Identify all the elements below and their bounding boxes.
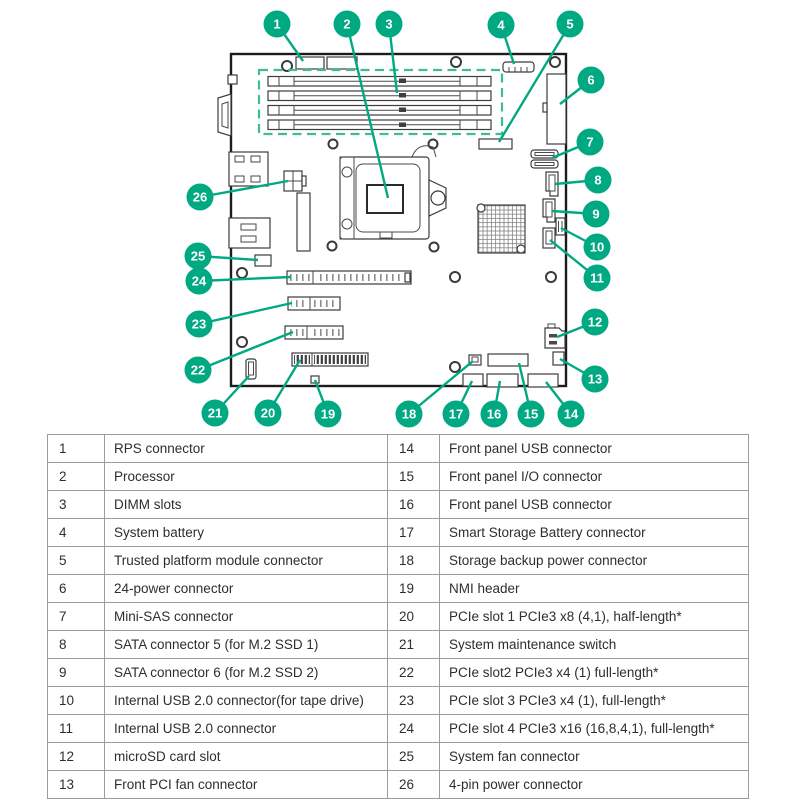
item-description: NMI header xyxy=(440,575,749,603)
item-description: RPS connector xyxy=(105,435,388,463)
table-row xyxy=(48,659,749,687)
callout-number: 3 xyxy=(385,16,393,32)
item-number: 24 xyxy=(388,715,440,743)
table-row xyxy=(48,687,749,715)
callout-number: 7 xyxy=(586,134,594,150)
callout-2 xyxy=(334,11,361,38)
item-description: Internal USB 2.0 connector(for tape drive) xyxy=(105,687,388,715)
callout-number: 13 xyxy=(587,371,603,387)
callout-6 xyxy=(578,67,605,94)
callout-number: 9 xyxy=(592,206,600,222)
table-row xyxy=(48,519,749,547)
front-panel-usb-connector-14 xyxy=(528,374,558,387)
callout-1 xyxy=(264,11,291,38)
callout-10 xyxy=(584,234,611,261)
smart-storage-battery-connector xyxy=(463,374,483,386)
callout-number: 16 xyxy=(486,406,502,422)
callout-number: 20 xyxy=(260,405,276,421)
item-description: Front panel I/O connector xyxy=(440,463,749,491)
callout-23 xyxy=(186,311,213,338)
callout-20 xyxy=(255,400,282,427)
table-row xyxy=(48,771,749,799)
callout-8 xyxy=(585,167,612,194)
item-number: 6 xyxy=(48,575,105,603)
callout-number: 14 xyxy=(563,406,579,422)
item-description: Internal USB 2.0 connector xyxy=(105,715,388,743)
item-description: 4-pin power connector xyxy=(440,771,749,799)
callout-number: 22 xyxy=(190,362,206,378)
callout-number: 4 xyxy=(497,17,505,33)
item-description: Storage backup power connector xyxy=(440,547,749,575)
front-pci-fan-connector xyxy=(553,352,564,365)
callout-number: 11 xyxy=(590,270,604,286)
rps-connector xyxy=(296,57,357,69)
callout-19 xyxy=(315,401,342,428)
table-row xyxy=(48,715,749,743)
item-number: 19 xyxy=(388,575,440,603)
callout-26 xyxy=(187,184,214,211)
item-description: Front PCI fan connector xyxy=(105,771,388,799)
item-number: 4 xyxy=(48,519,105,547)
callout-number: 6 xyxy=(587,72,595,88)
item-description: Smart Storage Battery connector xyxy=(440,519,749,547)
callout-11 xyxy=(584,265,611,292)
callout-17 xyxy=(443,401,470,428)
usb-ports xyxy=(229,218,270,248)
callout-number: 12 xyxy=(587,314,603,330)
callout-4 xyxy=(488,12,515,39)
callout-13 xyxy=(582,366,609,393)
item-description: 24-power connector xyxy=(105,575,388,603)
item-description: PCIe slot 4 PCIe3 x16 (16,8,4,1), full-length* xyxy=(440,715,749,743)
item-number: 14 xyxy=(388,435,440,463)
item-number: 26 xyxy=(388,771,440,799)
item-number: 17 xyxy=(388,519,440,547)
callout-16 xyxy=(481,401,508,428)
item-description: System battery xyxy=(105,519,388,547)
table-row xyxy=(48,463,749,491)
item-description: PCIe slot 1 PCIe3 x8 (4,1), half-length* xyxy=(440,603,749,631)
pcie-slot-1 xyxy=(292,353,368,366)
item-description: Trusted platform module connector xyxy=(105,547,388,575)
item-number: 21 xyxy=(388,631,440,659)
callout-number: 21 xyxy=(207,405,223,421)
item-number: 20 xyxy=(388,603,440,631)
callout-number: 26 xyxy=(192,189,208,205)
item-description: Mini-SAS connector xyxy=(105,603,388,631)
item-number: 10 xyxy=(48,687,105,715)
item-description: PCIe slot 3 PCIe3 x4 (1), full-length* xyxy=(440,687,749,715)
item-number: 23 xyxy=(388,687,440,715)
power-24pin-connector xyxy=(543,74,566,144)
pcie-slot-4 xyxy=(287,271,411,284)
item-description: microSD card slot xyxy=(105,743,388,771)
table-row xyxy=(48,631,749,659)
table-row xyxy=(48,603,749,631)
item-description: PCIe slot2 PCIe3 x4 (1) full-length* xyxy=(440,659,749,687)
dimm-slot xyxy=(268,91,491,101)
table-row xyxy=(48,575,749,603)
table-row xyxy=(48,435,749,463)
front-panel-usb-connector-16 xyxy=(487,374,518,387)
callout-number: 23 xyxy=(191,316,207,332)
item-number: 18 xyxy=(388,547,440,575)
item-number: 22 xyxy=(388,659,440,687)
table-row xyxy=(48,547,749,575)
item-number: 3 xyxy=(48,491,105,519)
internal-usb-tape-connector xyxy=(556,218,565,235)
item-number: 15 xyxy=(388,463,440,491)
callout-12 xyxy=(582,309,609,336)
legend xyxy=(47,434,749,799)
item-number: 13 xyxy=(48,771,105,799)
callout-number: 19 xyxy=(320,406,336,422)
edge-stub xyxy=(228,75,237,84)
callout-3 xyxy=(376,11,403,38)
vga-port xyxy=(218,94,231,136)
callout-number: 17 xyxy=(448,406,464,422)
callout-number: 24 xyxy=(191,273,207,289)
dimm-slot xyxy=(268,106,491,116)
table-row xyxy=(48,743,749,771)
dimm-slot xyxy=(268,77,491,87)
item-number: 7 xyxy=(48,603,105,631)
item-description: Front panel USB connector xyxy=(440,491,749,519)
item-description: System fan connector xyxy=(440,743,749,771)
system-battery xyxy=(503,62,534,72)
callout-15 xyxy=(518,401,545,428)
callout-21 xyxy=(202,400,229,427)
callout-7 xyxy=(577,129,604,156)
item-number: 8 xyxy=(48,631,105,659)
item-number: 25 xyxy=(388,743,440,771)
item-description: SATA connector 6 (for M.2 SSD 2) xyxy=(105,659,388,687)
tpm-connector xyxy=(479,139,512,149)
callout-number: 25 xyxy=(190,248,206,264)
item-number: 16 xyxy=(388,491,440,519)
callout-number: 8 xyxy=(594,172,602,188)
callout-number: 1 xyxy=(273,16,281,32)
item-number: 5 xyxy=(48,547,105,575)
chipset-heatsink xyxy=(477,204,525,253)
callout-number: 18 xyxy=(401,406,417,422)
callout-number: 2 xyxy=(343,16,351,32)
callout-number: 10 xyxy=(589,239,605,255)
nic-port xyxy=(229,152,268,186)
internal-usb-connector xyxy=(543,228,555,248)
dimm-slot xyxy=(268,120,491,130)
callout-22 xyxy=(185,357,212,384)
item-description: SATA connector 5 (for M.2 SSD 1) xyxy=(105,631,388,659)
pcie-slot-3 xyxy=(288,297,340,310)
callout-number: 15 xyxy=(523,406,539,422)
item-number: 9 xyxy=(48,659,105,687)
internal-header xyxy=(297,193,310,251)
item-description: DIMM slots xyxy=(105,491,388,519)
callout-24 xyxy=(186,268,213,295)
item-description: Front panel USB connector xyxy=(440,435,749,463)
item-number: 1 xyxy=(48,435,105,463)
item-number: 11 xyxy=(48,715,105,743)
legend-table xyxy=(47,434,749,799)
item-number: 2 xyxy=(48,463,105,491)
callout-9 xyxy=(583,201,610,228)
callout-number: 5 xyxy=(566,16,574,32)
callout-14 xyxy=(558,401,585,428)
callout-25 xyxy=(185,243,212,270)
pcie-slot-2 xyxy=(285,326,343,339)
table-row xyxy=(48,491,749,519)
item-number: 12 xyxy=(48,743,105,771)
item-description: Processor xyxy=(105,463,388,491)
item-description: System maintenance switch xyxy=(440,631,749,659)
callout-5 xyxy=(557,11,584,38)
callout-18 xyxy=(396,401,423,428)
front-panel-io-connector xyxy=(488,354,528,366)
